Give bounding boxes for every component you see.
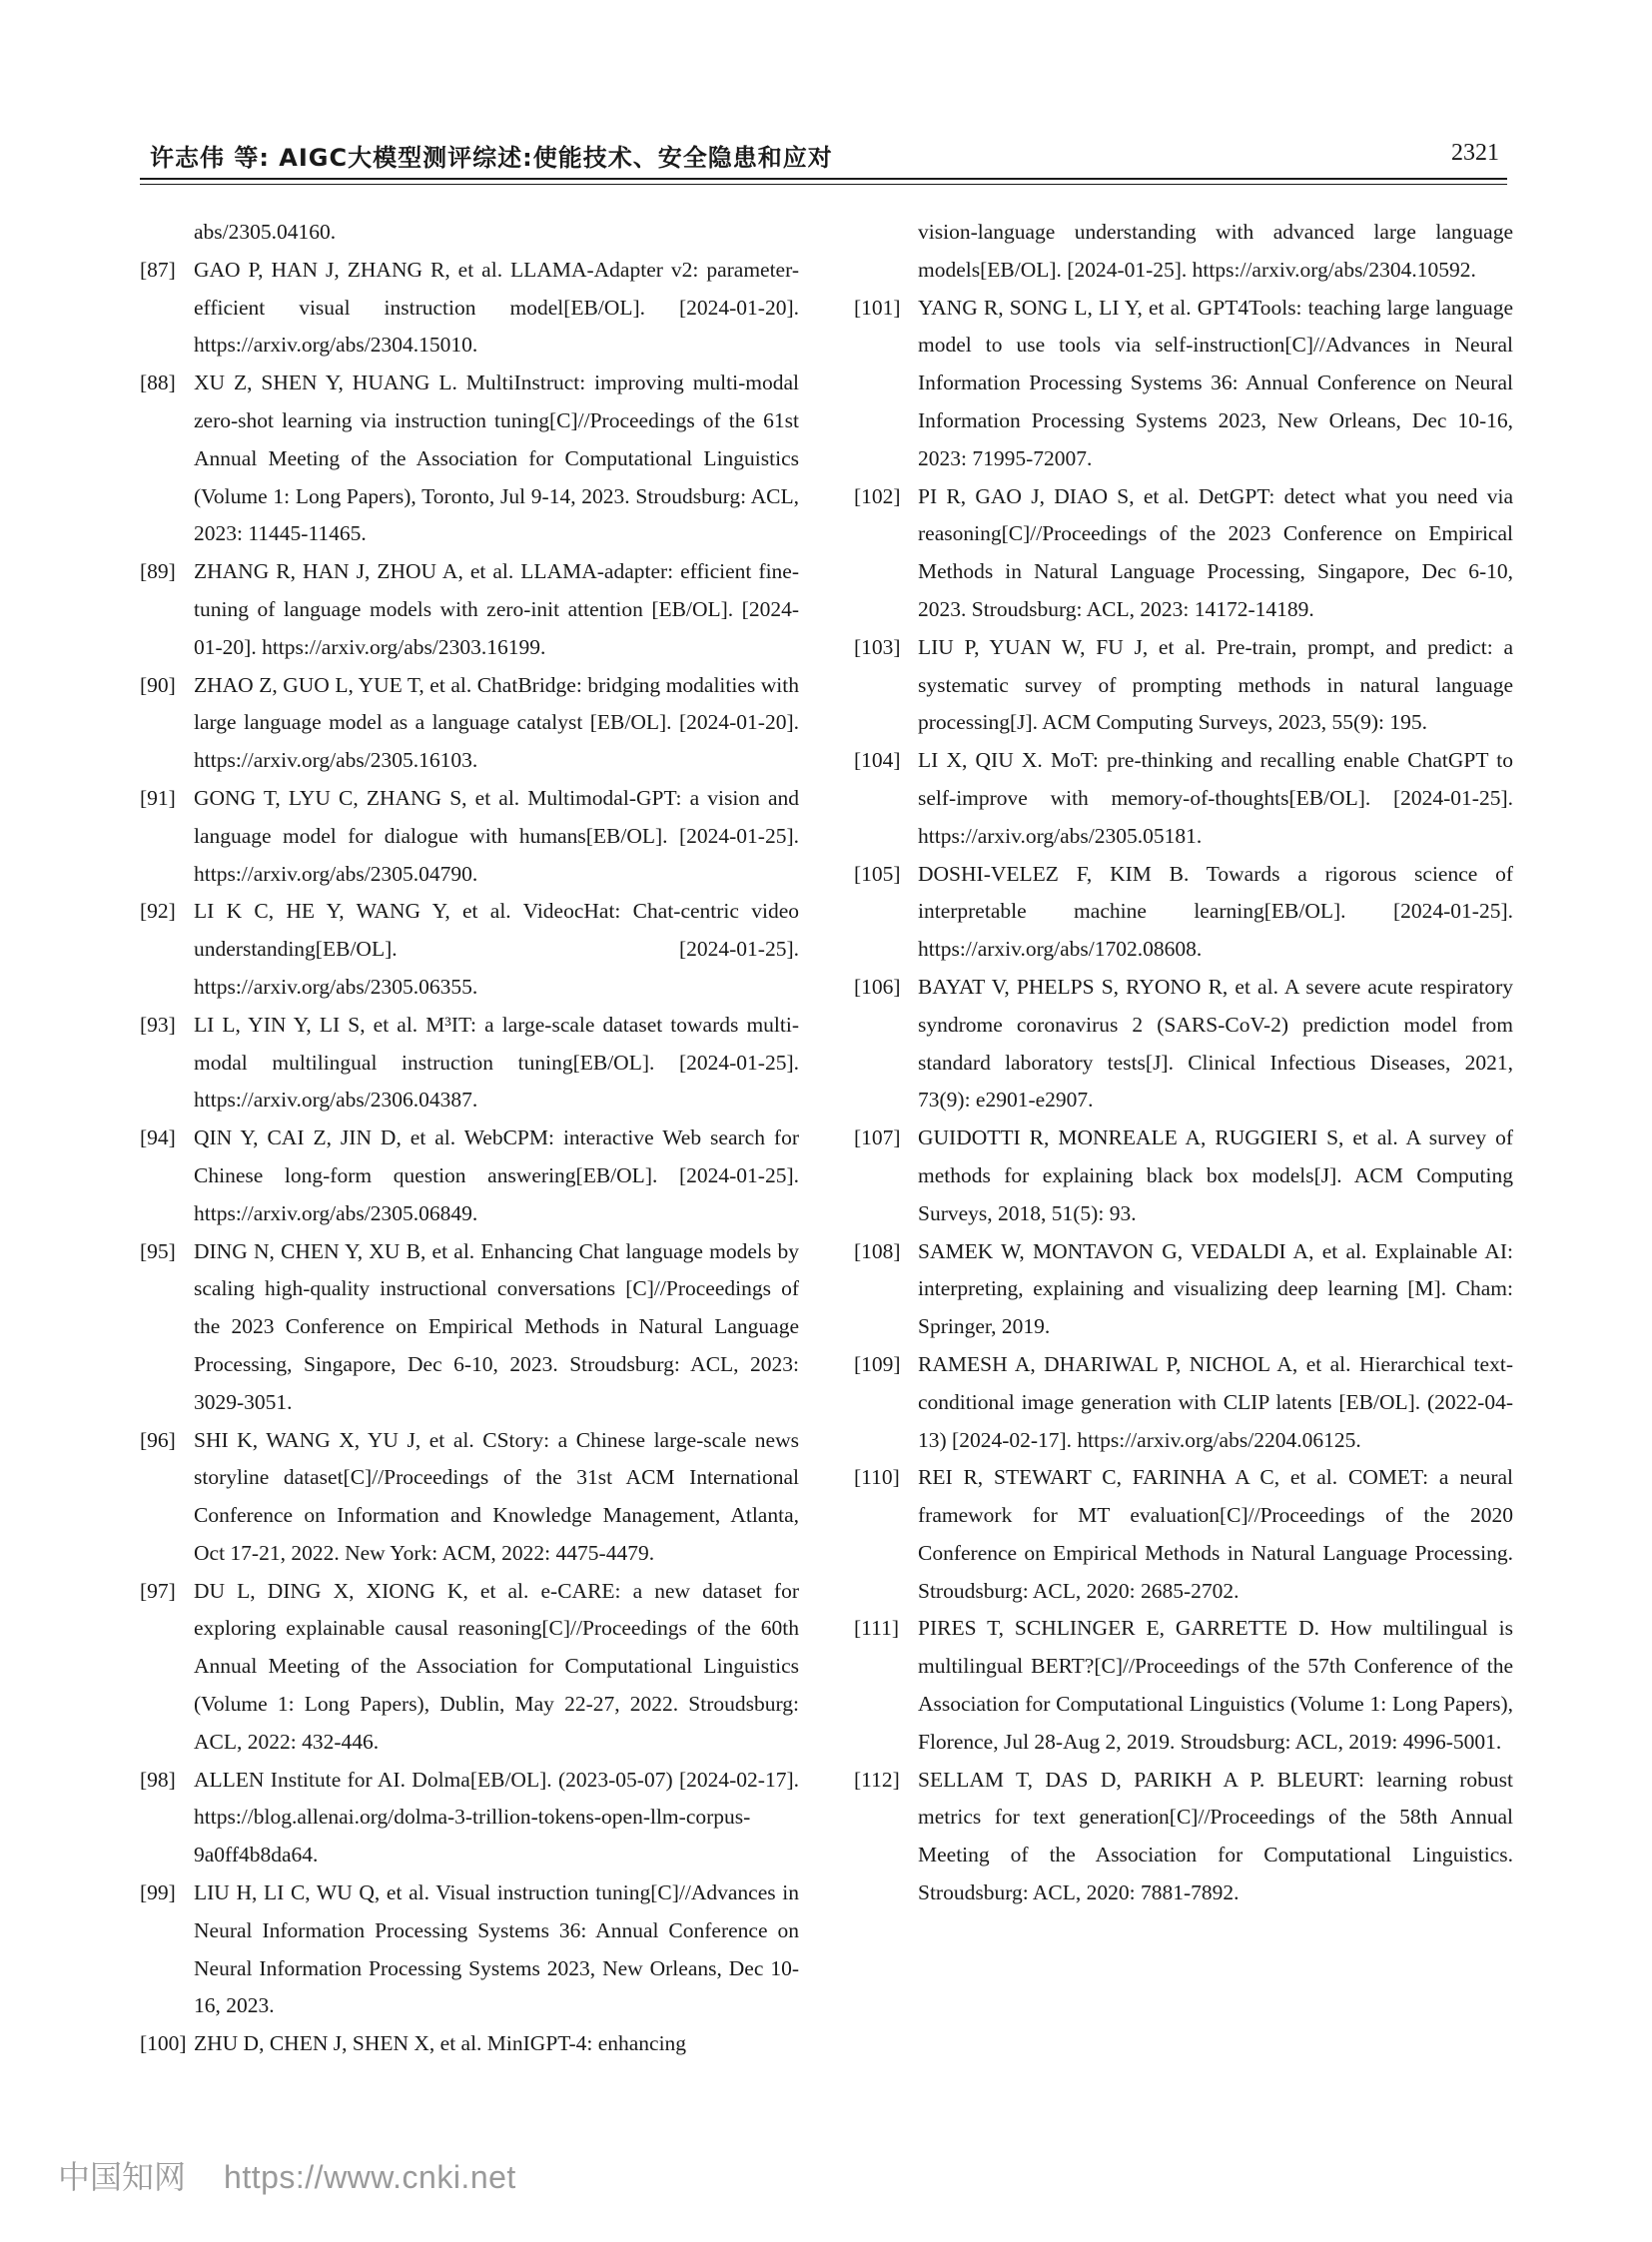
reference-item	[140, 1422, 799, 1573]
reference-text: ZHANG R, HAN J, ZHOU A, et al. LLAMA-adapter: efficient fine-tuning of language models with zero-init attention [EB/OL]. [2024-01-20]. https://arxiv.org/abs/2303.16199.	[194, 559, 799, 659]
reference-number: [96]	[140, 1427, 176, 1452]
reference-item	[140, 1007, 799, 1120]
reference-number: [87]	[140, 257, 176, 282]
reference-number: [100]	[140, 2031, 187, 2056]
reference-number: [89]	[140, 559, 176, 584]
reference-text: LIU H, LI C, WU Q, et al. Visual instruction tuning[C]//Advances in Neural Information Processing Systems 36: Annual Conference on Neural Information Processing Systems 2023, New Orleans, Dec 10-16, 2023.	[194, 1880, 799, 2018]
reference-item	[854, 1233, 1513, 1346]
reference-text: ALLEN Institute for AI. Dolma[EB/OL]. (2023-05-07) [2024-02-17]. https://blog.allenai.org/dolma-3-trillion-tokens-open-llm-corpus-9a0ff4b8da64.	[194, 1767, 799, 1868]
reference-number: [103]	[854, 634, 901, 659]
reference-item	[854, 969, 1513, 1120]
reference-number: [94]	[140, 1125, 176, 1150]
reference-item	[854, 1610, 1513, 1761]
reference-item	[854, 1346, 1513, 1459]
reference-number: [99]	[140, 1880, 176, 1905]
reference-item	[140, 1762, 799, 1874]
reference-text: PIRES T, SCHLINGER E, GARRETTE D. How multilingual is multilingual BERT?[C]//Proceedings of the 57th Conference of the Association for Computational Linguistics (Volume 1: Long Papers), Florence, Jul 28-Aug 2, 2019. Stroudsburg: ACL, 2019: 4996-5001.	[918, 1616, 1513, 1754]
reference-item	[140, 1120, 799, 1232]
reference-number: [108]	[854, 1238, 901, 1263]
reference-number: [95]	[140, 1238, 176, 1263]
reference-text: REI R, STEWART C, FARINHA A C, et al. COMET: a neural framework for MT evaluation[C]//Proceedings of the 2020 Conference on Empirical Methods in Natural Language Processing. Stroudsburg: ACL, 2020: 2685-2702.	[918, 1465, 1513, 1603]
reference-number: [101]	[854, 295, 901, 320]
reference-text: SAMEK W, MONTAVON G, VEDALDI A, et al. Explainable AI: interpreting, explaining and visualizing deep learning [M]. Cham: Springer, 2019.	[918, 1238, 1513, 1339]
reference-item	[854, 629, 1513, 742]
reference-continuation	[854, 214, 1513, 290]
watermark-brand: 中国知网	[58, 2158, 187, 2196]
reference-number: [92]	[140, 899, 176, 924]
reference-item	[854, 478, 1513, 629]
reference-text: LI K C, HE Y, WANG Y, et al. VideocHat: Chat-centric video understanding[EB/OL]. [2024-01-25]. https://arxiv.org/abs/2305.06355.	[194, 899, 799, 999]
reference-item	[140, 1573, 799, 1762]
reference-number: [88]	[140, 371, 176, 395]
watermark-url: https://www.cnki.net	[224, 2159, 516, 2195]
reference-text: YANG R, SONG L, LI Y, et al. GPT4Tools: teaching large language model to use tools via self-instruction[C]//Advances in Neural Information Processing Systems 36: Annual Conference on Neural Information Processing Systems 2023, New Orleans, Dec 10-16, 2023: 71995-72007.	[918, 295, 1513, 470]
reference-item	[140, 667, 799, 780]
reference-item	[854, 1120, 1513, 1232]
reference-number: [105]	[854, 861, 901, 886]
reference-number: [90]	[140, 672, 176, 697]
running-title: 许志伟 等: AIGC大模型测评综述:使能技术、安全隐患和应对	[150, 144, 833, 172]
reference-text: LIU P, YUAN W, FU J, et al. Pre-train, prompt, and predict: a systematic survey of prompting methods in natural language processing[J]. ACM Computing Surveys, 2023, 55(9): 195.	[918, 634, 1513, 735]
reference-continuation	[140, 214, 799, 252]
reference-text: PI R, GAO J, DIAO S, et al. DetGPT: detect what you need via reasoning[C]//Proceedings of the 2023 Conference on Empirical Methods in Natural Language Processing, Singapore, Dec 6-10, 2023. Stroudsburg: ACL, 2023: 14172-14189.	[918, 483, 1513, 621]
reference-text: GONG T, LYU C, ZHANG S, et al. Multimodal-GPT: a vision and language model for dialogue with humans[EB/OL]. [2024-01-25]. https://arxiv.org/abs/2305.04790.	[194, 785, 799, 886]
reference-text: SHI K, WANG X, YU J, et al. CStory: a Chinese large-scale news storyline dataset[C]//Proceedings of the 31st ACM International Conference on Information and Knowledge Management, Atlanta, Oct 17-21, 2022. New York: ACM, 2022: 4475-4479.	[194, 1427, 799, 1565]
references-left-column	[140, 214, 799, 2063]
reference-text: LI L, YIN Y, LI S, et al. M³IT: a large-scale dataset towards multi-modal multilingual instruction tuning[EB/OL]. [2024-01-25]. https://arxiv.org/abs/2306.04387.	[194, 1012, 799, 1113]
reference-text: abs/2305.04160.	[194, 220, 337, 244]
reference-item	[140, 1233, 799, 1422]
watermark	[58, 2152, 516, 2198]
reference-item	[140, 252, 799, 365]
reference-item	[140, 553, 799, 666]
reference-number: [111]	[854, 1616, 899, 1641]
references-right-column	[854, 214, 1513, 1912]
reference-number: [93]	[140, 1012, 176, 1037]
page-header	[140, 130, 1507, 180]
reference-number: [102]	[854, 483, 901, 508]
reference-number: [91]	[140, 785, 176, 810]
reference-item	[140, 365, 799, 553]
reference-text: DOSHI-VELEZ F, KIM B. Towards a rigorous science of interpretable machine learning[EB/OL]. [2024-01-25]. https://arxiv.org/abs/1702.08608.	[918, 861, 1513, 962]
reference-number: [106]	[854, 974, 901, 999]
reference-number: [110]	[854, 1465, 900, 1490]
reference-item	[854, 856, 1513, 969]
reference-item	[854, 290, 1513, 478]
reference-item	[854, 1762, 1513, 1912]
reference-number: [104]	[854, 748, 901, 773]
reference-item	[854, 742, 1513, 855]
reference-text: BAYAT V, PHELPS S, RYONO R, et al. A severe acute respiratory syndrome coronavirus 2 (SARS-CoV-2) prediction model from standard laboratory tests[J]. Clinical Infectious Diseases, 2021, 73(9): e2901-e2907.	[918, 974, 1513, 1113]
reference-text: RAMESH A, DHARIWAL P, NICHOL A, et al. Hierarchical text-conditional image generation with CLIP latents [EB/OL]. (2022-04-13) [2024-02-17]. https://arxiv.org/abs/2204.06125.	[918, 1351, 1513, 1452]
reference-number: [107]	[854, 1125, 901, 1150]
reference-item	[140, 893, 799, 1006]
reference-item	[140, 780, 799, 893]
reference-text: vision-language understanding with advanced large language models[EB/OL]. [2024-01-25]. https://arxiv.org/abs/2304.10592.	[918, 220, 1513, 282]
reference-text: SELLAM T, DAS D, PARIKH A P. BLEURT: learning robust metrics for text generation[C]//Proceedings of the 58th Annual Meeting of the Association for Computational Linguistics. Stroudsburg: ACL, 2020: 7881-7892.	[918, 1767, 1513, 1905]
page-number: 2321	[1451, 140, 1499, 166]
reference-text: ZHAO Z, GUO L, YUE T, et al. ChatBridge: bridging modalities with large language model as a language catalyst [EB/OL]. [2024-01-20]. https://arxiv.org/abs/2305.16103.	[194, 672, 799, 773]
reference-text: DU L, DING X, XIONG K, et al. e-CARE: a new dataset for exploring explainable causal reasoning[C]//Proceedings of the 60th Annual Meeting of the Association for Computational Linguistics (Volume 1: Long Papers), Dublin, May 22-27, 2022. Stroudsburg: ACL, 2022: 432-446.	[194, 1578, 799, 1754]
header-rule	[140, 184, 1507, 185]
reference-text: GAO P, HAN J, ZHANG R, et al. LLAMA-Adapter v2: parameter-efficient visual instruction model[EB/OL]. [2024-01-20]. https://arxiv.org/abs/2304.15010.	[194, 257, 799, 358]
reference-number: [109]	[854, 1351, 901, 1376]
reference-number: [112]	[854, 1767, 900, 1792]
reference-text: LI X, QIU X. MoT: pre-thinking and recalling enable ChatGPT to self-improve with memory-of-thoughts[EB/OL]. [2024-01-25]. https://arxiv.org/abs/2305.05181.	[918, 748, 1513, 848]
reference-item	[140, 1874, 799, 2025]
reference-text: XU Z, SHEN Y, HUANG L. MultiInstruct: improving multi-modal zero-shot learning via instruction tuning[C]//Proceedings of the 61st Annual Meeting of the Association for Computational Linguistics (Volume 1: Long Papers), Toronto, Jul 9-14, 2023. Stroudsburg: ACL, 2023: 11445-11465.	[194, 371, 799, 546]
reference-text: GUIDOTTI R, MONREALE A, RUGGIERI S, et al. A survey of methods for explaining black box models[J]. ACM Computing Surveys, 2018, 51(5): 93.	[918, 1125, 1513, 1225]
reference-text: QIN Y, CAI Z, JIN D, et al. WebCPM: interactive Web search for Chinese long-form question answering[EB/OL]. [2024-01-25]. https://arxiv.org/abs/2305.06849.	[194, 1125, 799, 1225]
reference-item	[854, 1459, 1513, 1610]
reference-number: [97]	[140, 1578, 176, 1603]
reference-text: ZHU D, CHEN J, SHEN X, et al. MinIGPT-4: enhancing	[194, 2031, 687, 2056]
reference-text: DING N, CHEN Y, XU B, et al. Enhancing Chat language models by scaling high-quality instructional conversations [C]//Proceedings of the 2023 Conference on Empirical Methods in Natural Language Processing, Singapore, Dec 6-10, 2023. Stroudsburg: ACL, 2023: 3029-3051.	[194, 1238, 799, 1414]
reference-number: [98]	[140, 1767, 176, 1792]
reference-item	[140, 2025, 799, 2063]
